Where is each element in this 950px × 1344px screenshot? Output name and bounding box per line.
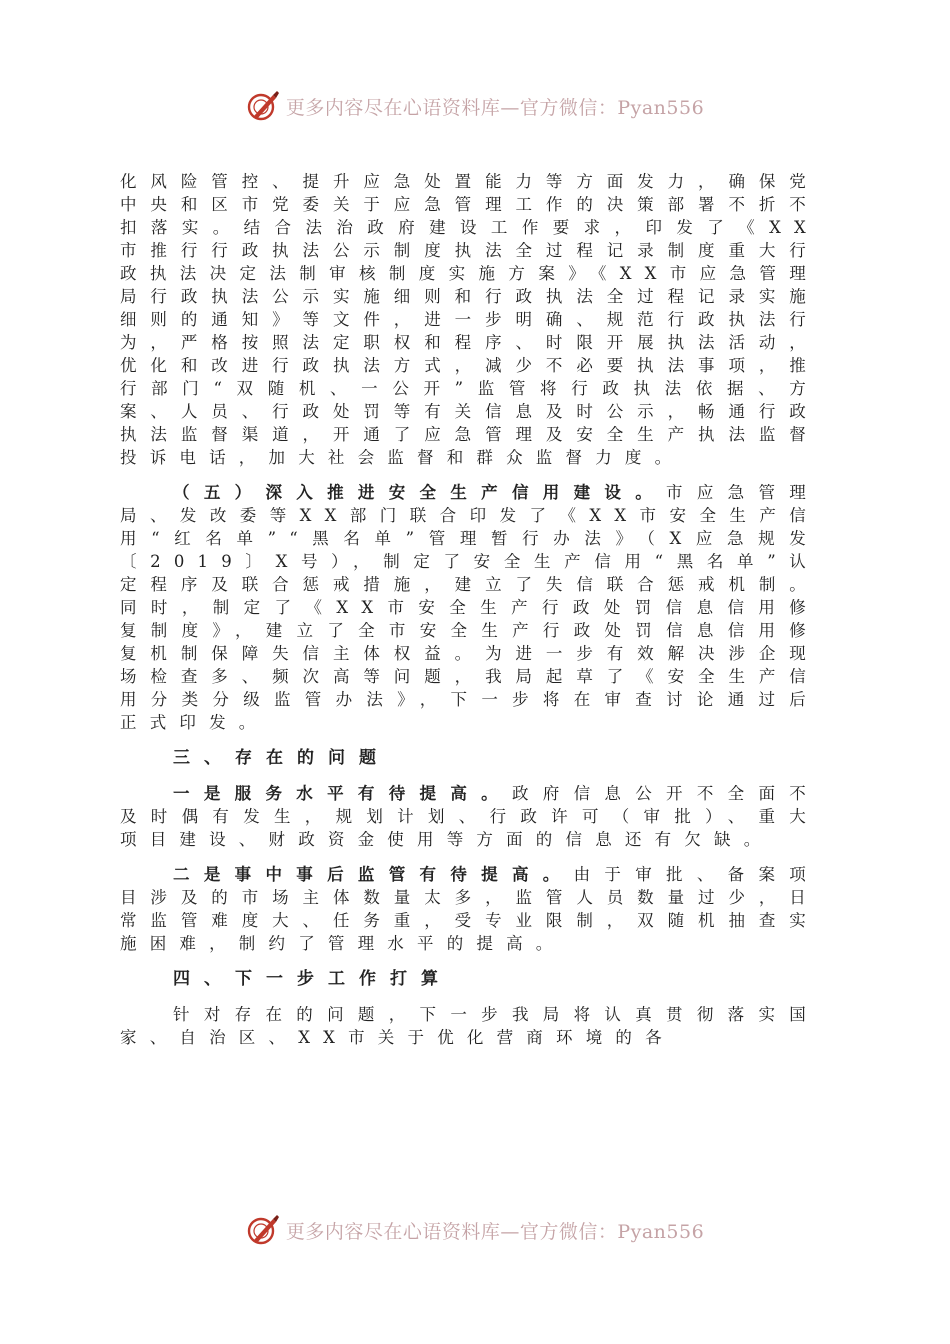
banner-text: 更多内容尽在心语资料库—官方微信：Pyan556 [285, 96, 705, 119]
paragraph-lead-bold: 一是服务水平有待提高。 [173, 784, 512, 803]
section-heading-problems: 三、存在的问题 [173, 748, 390, 768]
paragraph-lead-bold: 二是事中事后监管有待提高。 [173, 865, 574, 884]
footer-banner [0, 1210, 950, 1250]
paragraph-lead-bold: （五）深入推进安全生产信用建设。 [173, 483, 667, 502]
section-heading-next-steps: 四、下一步工作打算 [173, 969, 452, 989]
header-banner [0, 86, 950, 126]
pen-logo-icon [246, 89, 280, 123]
paragraph-credit-construction [120, 481, 819, 734]
pen-logo-icon [246, 1213, 280, 1247]
paragraph-body: 由于审批、备案项目涉及的市场主体数量太多，监管人员数量过少，日常监管难度大、任务重，受专业限制，双随机抽查实施困难，制约了管理水平的提高。 [120, 865, 819, 953]
paragraph-problem-2 [120, 863, 819, 955]
banner-text: 更多内容尽在心语资料库—官方微信：Pyan556 [285, 1220, 705, 1243]
paragraph-next-steps: 针对存在的问题，下一步我局将认真贯彻落实国家、自治区、XX市关于优化营商环境的各 [120, 1005, 819, 1047]
paragraph-body: 市应急管理局、发改委等XX部门联合印发了《XX市安全生产信用“红名单”“黑名单”管理暂行办法》（X应急规发〔2019〕X号），制定了安全生产信用“黑名单”认定程序及联合惩戒措施，建立了失信联合惩戒机制。同时，制定了《XX市安全生产行政处罚信息信用修复制度》，建立了全市安全生产行政处罚信息信用修复机制保障失信主体权益。为进一步有效解决涉企现场检查多、频次高等问题，我局起草了《安全生产信用分类分级监管办法》，下一步将在审查讨论通过后正式印发。 [120, 483, 820, 732]
paragraph-problem-1 [120, 782, 819, 851]
document-body [120, 170, 820, 1049]
paragraph-legal-enforcement: 化风险管控、提升应急处置能力等方面发力，确保党中央和区市党委关于应急管理工作的决策部署不折不扣落实。结合法治政府建设工作要求，印发了《XX市推行行政执法公示制度执法全过程记录制度重大行政执法决定法制审核制度实施方案》《XX市应急管理局行政执法公示实施细则和行政执法全过程记录实施细则的通知》等文件，进一步明确、规范行政执法行为，严格按照法定职权和程序、时限开展执法活动，优化和改进行政执法方式，减少不必要执法事项，推行部门“双随机、一公开”监管将行政执法依据、方案、人员、行政处罚等有关信息及时公示，畅通行政执法监督渠道，开通了应急管理及安全生产执法监督投诉电话，加大社会监督和群众监督力度。 [120, 172, 819, 467]
paragraph-body: 政府信息公开不全面不及时偶有发生，规划计划、行政许可（审批）、重大项目建设、财政资金使用等方面的信息还有欠缺。 [120, 784, 820, 849]
